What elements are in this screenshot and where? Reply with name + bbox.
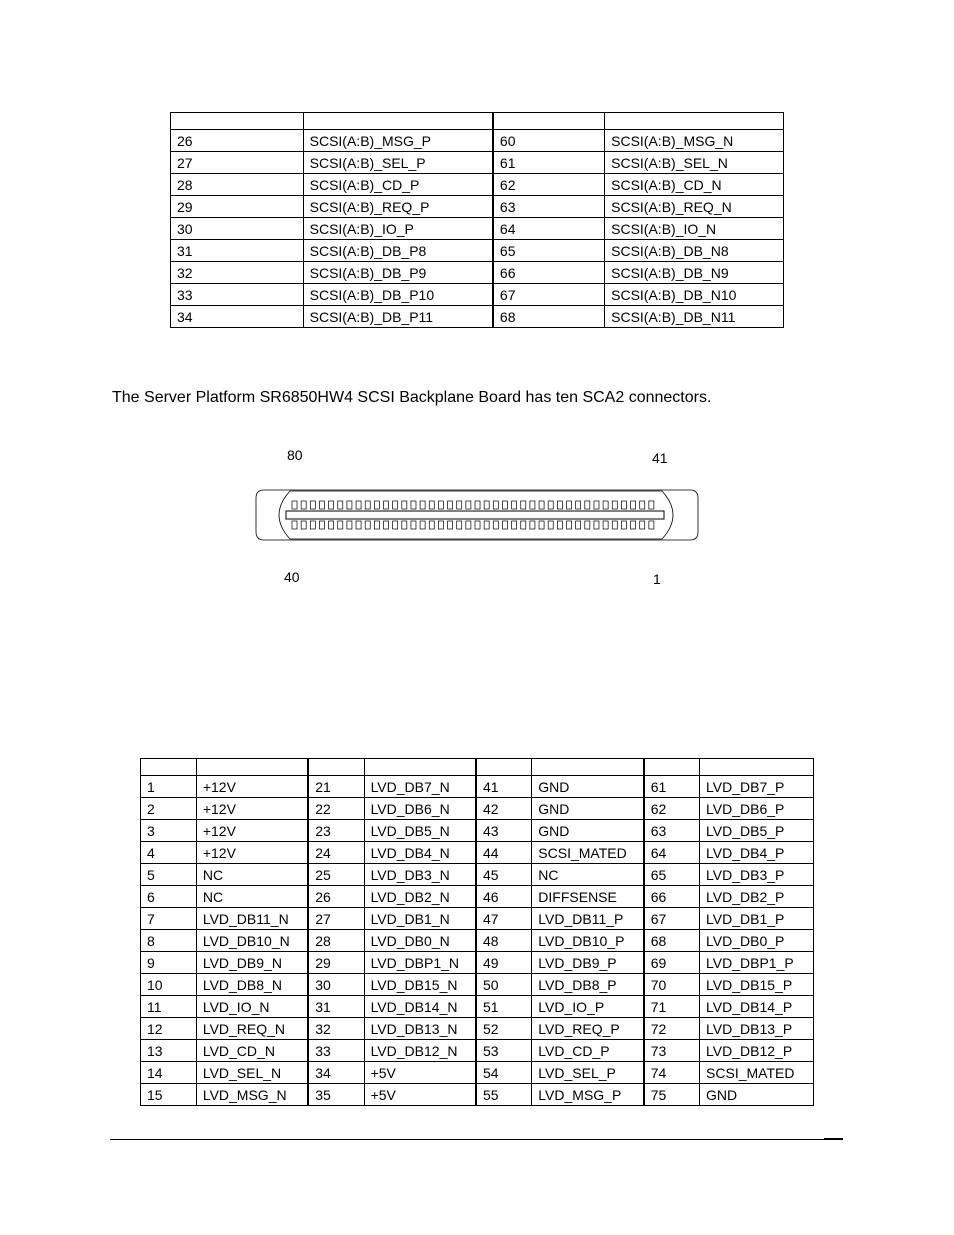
signal-name-cell: LVD_DB2_N bbox=[364, 886, 476, 908]
connector-pin-bottom bbox=[484, 521, 489, 529]
signal-name-cell: LVD_DB10_N bbox=[196, 930, 308, 952]
pin-number-cell: 9 bbox=[141, 952, 197, 974]
connector-pin-bottom bbox=[557, 521, 562, 529]
connector-pin-bottom bbox=[319, 521, 324, 529]
pin-number-cell: 45 bbox=[476, 864, 532, 886]
header-cell bbox=[700, 759, 814, 776]
header-cell bbox=[493, 113, 605, 130]
pin-number-cell: 44 bbox=[476, 842, 532, 864]
pin-number-cell: 24 bbox=[308, 842, 364, 864]
table-row bbox=[141, 1040, 814, 1062]
signal-name-cell: LVD_IO_N bbox=[196, 996, 308, 1018]
pin-number-cell: 1 bbox=[141, 776, 197, 798]
connector-pin-bottom bbox=[384, 521, 389, 529]
pin-number-cell: 61 bbox=[644, 776, 700, 798]
connector-pin-top bbox=[374, 501, 379, 509]
pin-number-cell: 30 bbox=[171, 218, 304, 240]
table-row bbox=[171, 130, 784, 152]
pin-number-cell: 21 bbox=[308, 776, 364, 798]
connector-pin-bottom bbox=[429, 521, 434, 529]
pin-number-cell: 63 bbox=[644, 820, 700, 842]
scsi-pinout-table bbox=[170, 112, 784, 328]
table-row bbox=[141, 820, 814, 842]
header-cell bbox=[364, 759, 476, 776]
connector-pin-top bbox=[393, 501, 398, 509]
pin-number-cell: 10 bbox=[141, 974, 197, 996]
connector-pin-top bbox=[621, 501, 626, 509]
connector-pin-bottom bbox=[310, 521, 315, 529]
pin-number-cell: 49 bbox=[476, 952, 532, 974]
signal-name-cell: +12V bbox=[196, 776, 308, 798]
signal-name-cell: LVD_DB14_N bbox=[364, 996, 476, 1018]
header-cell bbox=[141, 759, 197, 776]
connector-pin-top bbox=[356, 501, 361, 509]
pin-number-cell: 23 bbox=[308, 820, 364, 842]
connector-pin-bottom bbox=[539, 521, 544, 529]
connector-pin-bottom bbox=[567, 521, 572, 529]
signal-name-cell: GND bbox=[532, 798, 644, 820]
pin-number-cell: 67 bbox=[644, 908, 700, 930]
signal-name-cell: LVD_DB1_N bbox=[364, 908, 476, 930]
pin-number-cell: 69 bbox=[644, 952, 700, 974]
footer-rule bbox=[110, 1139, 843, 1140]
connector-pin-bottom bbox=[374, 521, 379, 529]
signal-name-cell: SCSI(A:B)_IO_N bbox=[605, 218, 784, 240]
connector-pin-bottom bbox=[521, 521, 526, 529]
connector-pin-top bbox=[448, 501, 453, 509]
connector-pin-top bbox=[365, 501, 370, 509]
table-row bbox=[141, 974, 814, 996]
signal-name-cell: LVD_DB3_P bbox=[700, 864, 814, 886]
connector-pin-bottom bbox=[402, 521, 407, 529]
pin-number-cell: 63 bbox=[493, 196, 605, 218]
pin-number-cell: 47 bbox=[476, 908, 532, 930]
signal-name-cell: SCSI(A:B)_CD_N bbox=[605, 174, 784, 196]
signal-name-cell: LVD_CD_P bbox=[532, 1040, 644, 1062]
signal-name-cell: LVD_DB12_P bbox=[700, 1040, 814, 1062]
connector-pin-top bbox=[512, 501, 517, 509]
pin-number-cell: 42 bbox=[476, 798, 532, 820]
pin-number-cell: 3 bbox=[141, 820, 197, 842]
table-row bbox=[141, 1062, 814, 1084]
connector-pin-bottom bbox=[347, 521, 352, 529]
connector-pin-bottom bbox=[438, 521, 443, 529]
signal-name-cell: LVD_DB15_P bbox=[700, 974, 814, 996]
pin-number-cell: 62 bbox=[493, 174, 605, 196]
pin-number-cell: 33 bbox=[171, 284, 304, 306]
pin-number-cell: 28 bbox=[171, 174, 304, 196]
connector-pin-bottom bbox=[420, 521, 425, 529]
connector-pin-top bbox=[640, 501, 645, 509]
connector-pin-bottom bbox=[576, 521, 581, 529]
pin-number-cell: 34 bbox=[171, 306, 304, 328]
pin-number-cell: 64 bbox=[644, 842, 700, 864]
pin-number-cell: 60 bbox=[493, 130, 605, 152]
signal-name-cell: SCSI(A:B)_DB_N8 bbox=[605, 240, 784, 262]
connector-pin-top bbox=[612, 501, 617, 509]
table-row bbox=[171, 284, 784, 306]
pin-number-cell: 31 bbox=[171, 240, 304, 262]
table-row bbox=[171, 240, 784, 262]
signal-name-cell: LVD_DB10_P bbox=[532, 930, 644, 952]
header-cell bbox=[605, 113, 784, 130]
pin-number-cell: 74 bbox=[644, 1062, 700, 1084]
connector-pin-top bbox=[338, 501, 343, 509]
pin-number-cell: 14 bbox=[141, 1062, 197, 1084]
pin-number-cell: 68 bbox=[493, 306, 605, 328]
signal-name-cell: LVD_DB4_N bbox=[364, 842, 476, 864]
table-row bbox=[141, 952, 814, 974]
connector-pin-top bbox=[438, 501, 443, 509]
connector-pin-bottom bbox=[457, 521, 462, 529]
pin-number-cell: 50 bbox=[476, 974, 532, 996]
table-row bbox=[141, 1084, 814, 1106]
signal-name-cell: SCSI(A:B)_MSG_P bbox=[303, 130, 493, 152]
pin-number-cell: 54 bbox=[476, 1062, 532, 1084]
pin-number-cell: 32 bbox=[171, 262, 304, 284]
connector-pin-top bbox=[402, 501, 407, 509]
connector-pin-bottom bbox=[612, 521, 617, 529]
signal-name-cell: SCSI(A:B)_DB_P9 bbox=[303, 262, 493, 284]
signal-name-cell: SCSI(A:B)_REQ_N bbox=[605, 196, 784, 218]
connector-pin-bottom bbox=[640, 521, 645, 529]
signal-name-cell: LVD_DB9_P bbox=[532, 952, 644, 974]
pin-number-cell: 27 bbox=[171, 152, 304, 174]
header-cell bbox=[644, 759, 700, 776]
pin-number-cell: 65 bbox=[493, 240, 605, 262]
connector-pin-top bbox=[567, 501, 572, 509]
signal-name-cell: LVD_CD_N bbox=[196, 1040, 308, 1062]
connector-pin-bottom bbox=[393, 521, 398, 529]
connector-pin-top bbox=[539, 501, 544, 509]
table-row bbox=[141, 996, 814, 1018]
signal-name-cell: LVD_MSG_N bbox=[196, 1084, 308, 1106]
table-row bbox=[171, 218, 784, 240]
pin-number-cell: 67 bbox=[493, 284, 605, 306]
connector-pin-top bbox=[484, 501, 489, 509]
connector-pin-bottom bbox=[301, 521, 306, 529]
signal-name-cell: NC bbox=[196, 886, 308, 908]
connector-pin-bottom bbox=[475, 521, 480, 529]
signal-name-cell: SCSI(A:B)_REQ_P bbox=[303, 196, 493, 218]
signal-name-cell: LVD_DB0_N bbox=[364, 930, 476, 952]
pin-number-cell: 64 bbox=[493, 218, 605, 240]
connector-pin-top bbox=[429, 501, 434, 509]
pin-number-cell: 7 bbox=[141, 908, 197, 930]
header-cell bbox=[476, 759, 532, 776]
connector-pin-bottom bbox=[603, 521, 608, 529]
table-row bbox=[171, 152, 784, 174]
header-cell bbox=[303, 113, 493, 130]
connector-pin-bottom bbox=[621, 521, 626, 529]
pin-number-cell: 68 bbox=[644, 930, 700, 952]
connector-pin-top bbox=[420, 501, 425, 509]
signal-name-cell: LVD_IO_P bbox=[532, 996, 644, 1018]
signal-name-cell: LVD_DB6_N bbox=[364, 798, 476, 820]
connector-pin-top bbox=[585, 501, 590, 509]
signal-name-cell: LVD_SEL_P bbox=[532, 1062, 644, 1084]
signal-name-cell: LVD_DB6_P bbox=[700, 798, 814, 820]
signal-name-cell: LVD_DB5_N bbox=[364, 820, 476, 842]
pin-number-cell: 31 bbox=[308, 996, 364, 1018]
connector-pin-bottom bbox=[631, 521, 636, 529]
pin-number-cell: 26 bbox=[308, 886, 364, 908]
pin-number-cell: 48 bbox=[476, 930, 532, 952]
pin-number-cell: 33 bbox=[308, 1040, 364, 1062]
connector-pin-bottom bbox=[493, 521, 498, 529]
connector-pin-bottom bbox=[329, 521, 334, 529]
connector-pin-bottom bbox=[530, 521, 535, 529]
connector-pin-top bbox=[576, 501, 581, 509]
signal-name-cell: LVD_DB15_N bbox=[364, 974, 476, 996]
connector-pin-top bbox=[502, 501, 507, 509]
connector-pin-top bbox=[301, 501, 306, 509]
connector-pin-top bbox=[649, 501, 654, 509]
connector-pin-top bbox=[457, 501, 462, 509]
signal-name-cell: LVD_DB2_P bbox=[700, 886, 814, 908]
pin-number-cell: 5 bbox=[141, 864, 197, 886]
signal-name-cell: LVD_DB3_N bbox=[364, 864, 476, 886]
signal-name-cell: LVD_DB1_P bbox=[700, 908, 814, 930]
signal-name-cell: LVD_REQ_N bbox=[196, 1018, 308, 1040]
pin-number-cell: 41 bbox=[476, 776, 532, 798]
signal-name-cell: LVD_DB12_N bbox=[364, 1040, 476, 1062]
table-row bbox=[141, 864, 814, 886]
signal-name-cell: SCSI(A:B)_DB_N10 bbox=[605, 284, 784, 306]
connector-pin-top bbox=[466, 501, 471, 509]
pin-number-cell: 72 bbox=[644, 1018, 700, 1040]
signal-name-cell: NC bbox=[196, 864, 308, 886]
signal-name-cell: NC bbox=[532, 864, 644, 886]
signal-name-cell: SCSI(A:B)_SEL_N bbox=[605, 152, 784, 174]
signal-name-cell: SCSI(A:B)_DB_N11 bbox=[605, 306, 784, 328]
connector-pin-top bbox=[329, 501, 334, 509]
pin-number-cell: 8 bbox=[141, 930, 197, 952]
table-header-row bbox=[141, 759, 814, 776]
connector-pin-bottom bbox=[411, 521, 416, 529]
signal-name-cell: LVD_DBP1_P bbox=[700, 952, 814, 974]
pin-number-cell: 6 bbox=[141, 886, 197, 908]
pin-label-80: 80 bbox=[287, 447, 303, 463]
table-row bbox=[141, 930, 814, 952]
pin-number-cell: 22 bbox=[308, 798, 364, 820]
signal-name-cell: LVD_DB8_N bbox=[196, 974, 308, 996]
connector-pin-top bbox=[319, 501, 324, 509]
header-cell bbox=[532, 759, 644, 776]
pin-label-41: 41 bbox=[652, 450, 668, 466]
signal-name-cell: LVD_REQ_P bbox=[532, 1018, 644, 1040]
connector-pin-top bbox=[521, 501, 526, 509]
signal-name-cell: LVD_DB5_P bbox=[700, 820, 814, 842]
pin-number-cell: 12 bbox=[141, 1018, 197, 1040]
signal-name-cell: DIFFSENSE bbox=[532, 886, 644, 908]
connector-pin-top bbox=[493, 501, 498, 509]
signal-name-cell: +12V bbox=[196, 798, 308, 820]
signal-name-cell: SCSI(A:B)_DB_P10 bbox=[303, 284, 493, 306]
connector-pin-bottom bbox=[448, 521, 453, 529]
connector-pin-top bbox=[603, 501, 608, 509]
pin-number-cell: 43 bbox=[476, 820, 532, 842]
signal-name-cell: LVD_DB11_P bbox=[532, 908, 644, 930]
signal-name-cell: LVD_MSG_P bbox=[532, 1084, 644, 1106]
pin-number-cell: 70 bbox=[644, 974, 700, 996]
connector-pin-top bbox=[557, 501, 562, 509]
table-row bbox=[141, 776, 814, 798]
table-row bbox=[141, 842, 814, 864]
pin-number-cell: 15 bbox=[141, 1084, 197, 1106]
connector-pin-bottom bbox=[548, 521, 553, 529]
connector-pin-bottom bbox=[338, 521, 343, 529]
signal-name-cell: SCSI_MATED bbox=[532, 842, 644, 864]
table-row bbox=[171, 262, 784, 284]
pin-number-cell: 52 bbox=[476, 1018, 532, 1040]
connector-pin-top bbox=[594, 501, 599, 509]
header-cell bbox=[196, 759, 308, 776]
signal-name-cell: +5V bbox=[364, 1084, 476, 1106]
signal-name-cell: LVD_DB9_N bbox=[196, 952, 308, 974]
pin-number-cell: 29 bbox=[308, 952, 364, 974]
pin-number-cell: 51 bbox=[476, 996, 532, 1018]
connector-pin-bottom bbox=[594, 521, 599, 529]
table-row bbox=[141, 908, 814, 930]
pin-number-cell: 65 bbox=[644, 864, 700, 886]
pin-number-cell: 30 bbox=[308, 974, 364, 996]
connector-pin-top bbox=[530, 501, 535, 509]
sca2-pinout-table bbox=[140, 758, 814, 1106]
pin-number-cell: 27 bbox=[308, 908, 364, 930]
signal-name-cell: LVD_DB4_P bbox=[700, 842, 814, 864]
connector-pin-bottom bbox=[365, 521, 370, 529]
table-row bbox=[171, 196, 784, 218]
signal-name-cell: +12V bbox=[196, 842, 308, 864]
pin-number-cell: 66 bbox=[644, 886, 700, 908]
pin-label-1: 1 bbox=[653, 571, 661, 587]
connector-pin-top bbox=[310, 501, 315, 509]
signal-name-cell: LVD_DB11_N bbox=[196, 908, 308, 930]
signal-name-cell: SCSI(A:B)_DB_P8 bbox=[303, 240, 493, 262]
signal-name-cell: GND bbox=[700, 1084, 814, 1106]
signal-name-cell: LVD_DB13_P bbox=[700, 1018, 814, 1040]
connector-pin-top bbox=[631, 501, 636, 509]
connector-pin-top bbox=[347, 501, 352, 509]
signal-name-cell: LVD_SEL_N bbox=[196, 1062, 308, 1084]
signal-name-cell: SCSI(A:B)_IO_P bbox=[303, 218, 493, 240]
pin-number-cell: 11 bbox=[141, 996, 197, 1018]
pin-number-cell: 4 bbox=[141, 842, 197, 864]
table-row bbox=[141, 1018, 814, 1040]
signal-name-cell: LVD_DB7_N bbox=[364, 776, 476, 798]
pin-number-cell: 29 bbox=[171, 196, 304, 218]
pin-number-cell: 66 bbox=[493, 262, 605, 284]
pin-label-40: 40 bbox=[284, 569, 300, 585]
signal-name-cell: LVD_DB0_P bbox=[700, 930, 814, 952]
pin-number-cell: 55 bbox=[476, 1084, 532, 1106]
signal-name-cell: GND bbox=[532, 820, 644, 842]
pin-number-cell: 26 bbox=[171, 130, 304, 152]
signal-name-cell: LVD_DBP1_N bbox=[364, 952, 476, 974]
header-cell bbox=[171, 113, 304, 130]
signal-name-cell: +5V bbox=[364, 1062, 476, 1084]
header-cell bbox=[308, 759, 364, 776]
connector-pin-bottom bbox=[356, 521, 361, 529]
connector-pin-top bbox=[411, 501, 416, 509]
pin-number-cell: 61 bbox=[493, 152, 605, 174]
connector-description: The Server Platform SR6850HW4 SCSI Backplane Board has ten SCA2 connectors. bbox=[112, 389, 712, 406]
connector-pin-bottom bbox=[585, 521, 590, 529]
signal-name-cell: SCSI(A:B)_SEL_P bbox=[303, 152, 493, 174]
connector-pin-top bbox=[475, 501, 480, 509]
connector-pin-bottom bbox=[502, 521, 507, 529]
pin-number-cell: 13 bbox=[141, 1040, 197, 1062]
signal-name-cell: +12V bbox=[196, 820, 308, 842]
pin-number-cell: 71 bbox=[644, 996, 700, 1018]
sca2-connector-diagram bbox=[254, 489, 700, 541]
pin-number-cell: 35 bbox=[308, 1084, 364, 1106]
pin-number-cell: 62 bbox=[644, 798, 700, 820]
signal-name-cell: SCSI(A:B)_MSG_N bbox=[605, 130, 784, 152]
table-header-row bbox=[171, 113, 784, 130]
signal-name-cell: SCSI(A:B)_CD_P bbox=[303, 174, 493, 196]
connector-pin-bottom bbox=[649, 521, 654, 529]
connector-center-bar bbox=[286, 511, 664, 519]
signal-name-cell: SCSI(A:B)_DB_N9 bbox=[605, 262, 784, 284]
pin-number-cell: 46 bbox=[476, 886, 532, 908]
signal-name-cell: SCSI(A:B)_DB_P11 bbox=[303, 306, 493, 328]
signal-name-cell: SCSI_MATED bbox=[700, 1062, 814, 1084]
signal-name-cell: LVD_DB7_P bbox=[700, 776, 814, 798]
signal-name-cell: LVD_DB13_N bbox=[364, 1018, 476, 1040]
pin-number-cell: 73 bbox=[644, 1040, 700, 1062]
connector-pin-top bbox=[548, 501, 553, 509]
table-row bbox=[141, 798, 814, 820]
connector-pin-top bbox=[292, 501, 297, 509]
pin-number-cell: 25 bbox=[308, 864, 364, 886]
pin-number-cell: 34 bbox=[308, 1062, 364, 1084]
table-row bbox=[171, 174, 784, 196]
pin-number-cell: 75 bbox=[644, 1084, 700, 1106]
footer-mark bbox=[824, 1138, 843, 1140]
table-row bbox=[171, 306, 784, 328]
pin-number-cell: 32 bbox=[308, 1018, 364, 1040]
signal-name-cell: LVD_DB8_P bbox=[532, 974, 644, 996]
pin-number-cell: 2 bbox=[141, 798, 197, 820]
connector-pin-bottom bbox=[292, 521, 297, 529]
signal-name-cell: GND bbox=[532, 776, 644, 798]
signal-name-cell: LVD_DB14_P bbox=[700, 996, 814, 1018]
connector-pin-bottom bbox=[512, 521, 517, 529]
pin-number-cell: 28 bbox=[308, 930, 364, 952]
pin-number-cell: 53 bbox=[476, 1040, 532, 1062]
table-row bbox=[141, 886, 814, 908]
connector-pin-bottom bbox=[466, 521, 471, 529]
connector-pin-top bbox=[384, 501, 389, 509]
